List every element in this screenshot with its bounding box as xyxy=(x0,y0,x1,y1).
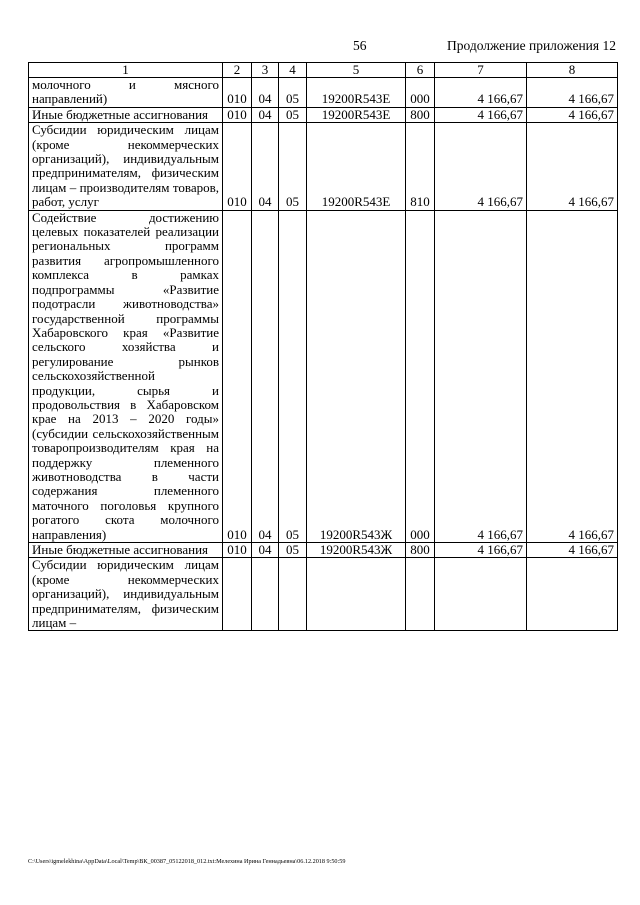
cell-amount-2: 4 166,67 xyxy=(527,78,618,108)
column-header: 6 xyxy=(406,63,435,78)
column-header: 7 xyxy=(435,63,527,78)
cell-amount-2: 4 166,67 xyxy=(527,543,618,558)
cell-section: 04 xyxy=(252,123,279,210)
table-row xyxy=(29,210,618,542)
page-header xyxy=(0,38,640,58)
cell-subsection: 05 xyxy=(279,107,307,122)
column-header: 2 xyxy=(223,63,252,78)
cell-target-article xyxy=(307,558,406,631)
cell-target-article: 19200R543Ж xyxy=(307,210,406,542)
row-name: Субсидии юридическим лицам (кроме некоммерческих организаций), индивидуальным предпринимателям, физическим лицам – производителям товаров, работ, услуг xyxy=(29,123,223,210)
cell-amount-2 xyxy=(527,558,618,631)
cell-amount-1: 4 166,67 xyxy=(435,78,527,108)
cell-ministry-code: 010 xyxy=(223,210,252,542)
table-row xyxy=(29,543,618,558)
cell-section xyxy=(252,558,279,631)
cell-amount-2: 4 166,67 xyxy=(527,210,618,542)
cell-target-article: 19200R543Е xyxy=(307,78,406,108)
cell-ministry-code: 010 xyxy=(223,543,252,558)
cell-section: 04 xyxy=(252,78,279,108)
row-name: Содействие достижению целевых показателей реализации региональных программ развития агропромышленного комплекса в рамках подпрограммы «Развитие подотрасли животноводства» государственной программы Хабаровского края «Развитие сельского хозяйства и регулирование рынков сельскохозяйственной продукции, сырья и продовольствия в Хабаровском крае на 2013 – 2020 годы» (субсидии сельскохозяйственным товаропроизводителям края на поддержку племенного животноводства в части содержания племенного маточного поголовья крупного рогатого скота молочного направления) xyxy=(29,210,223,542)
row-name: Субсидии юридическим лицам (кроме некоммерческих организаций), индивидуальным предпринимателям, физическим лицам – xyxy=(29,558,223,631)
cell-target-article: 19200R543Е xyxy=(307,123,406,210)
cell-amount-1: 4 166,67 xyxy=(435,107,527,122)
cell-amount-2: 4 166,67 xyxy=(527,123,618,210)
page-number: 56 xyxy=(353,38,367,53)
table-row xyxy=(29,558,618,631)
cell-section: 04 xyxy=(252,210,279,542)
appendix-continuation-label: Продолжение приложения 12 xyxy=(446,38,616,53)
cell-subsection: 05 xyxy=(279,123,307,210)
cell-section: 04 xyxy=(252,107,279,122)
cell-target-article: 19200R543Ж xyxy=(307,543,406,558)
column-header: 4 xyxy=(279,63,307,78)
cell-amount-1: 4 166,67 xyxy=(435,123,527,210)
cell-ministry-code: 010 xyxy=(223,78,252,108)
cell-subsection: 05 xyxy=(279,210,307,542)
column-header: 5 xyxy=(307,63,406,78)
file-path-footer: C:\Users\igmelekhina\AppData\Local\Temp\ВК_00387_05122018_012.txt:Мелехина Ирина Геннадьевна\06.12.2018 9:50:59 xyxy=(28,858,346,865)
cell-ministry-code xyxy=(223,558,252,631)
table-row xyxy=(29,123,618,210)
cell-ministry-code: 010 xyxy=(223,123,252,210)
cell-amount-1 xyxy=(435,558,527,631)
cell-subsection xyxy=(279,558,307,631)
cell-amount-1: 4 166,67 xyxy=(435,210,527,542)
cell-expense-type: 000 xyxy=(406,210,435,542)
cell-amount-2: 4 166,67 xyxy=(527,107,618,122)
row-name: молочного и мясного направлений) xyxy=(29,78,223,108)
table-header-row xyxy=(29,63,618,78)
cell-ministry-code: 010 xyxy=(223,107,252,122)
row-name: Иные бюджетные ассигнования xyxy=(29,543,223,558)
table-row xyxy=(29,78,618,108)
cell-amount-1: 4 166,67 xyxy=(435,543,527,558)
cell-expense-type: 800 xyxy=(406,107,435,122)
cell-target-article: 19200R543Е xyxy=(307,107,406,122)
cell-subsection: 05 xyxy=(279,78,307,108)
cell-section: 04 xyxy=(252,543,279,558)
cell-expense-type: 000 xyxy=(406,78,435,108)
cell-subsection: 05 xyxy=(279,543,307,558)
row-name: Иные бюджетные ассигнования xyxy=(29,107,223,122)
column-header: 1 xyxy=(29,63,223,78)
cell-expense-type: 810 xyxy=(406,123,435,210)
column-header: 3 xyxy=(252,63,279,78)
table-row xyxy=(29,107,618,122)
cell-expense-type xyxy=(406,558,435,631)
budget-table xyxy=(28,62,618,631)
column-header: 8 xyxy=(527,63,618,78)
cell-expense-type: 800 xyxy=(406,543,435,558)
